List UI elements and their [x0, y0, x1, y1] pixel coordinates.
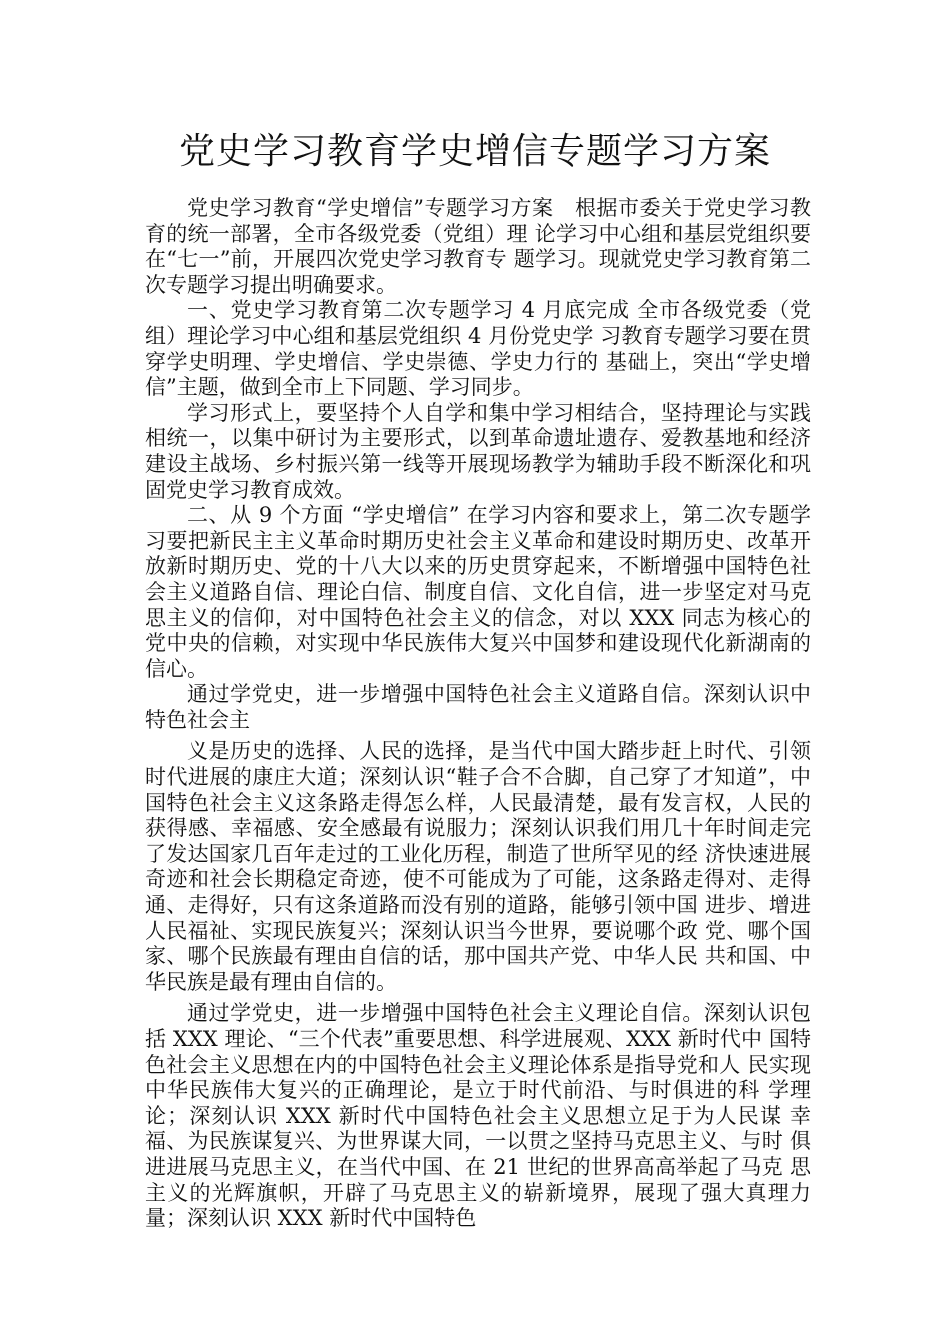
paragraph-section-two: 二、从 9 个方面 “学史增信” 在学习内容和要求上，第二次专题学习要把新民主主义革命时期历史社会主义革命和建设时期历史、改革开放新时期历史、党的十八大以来的历史贯穿起来，不断增强中国特色社会主义道路自信、理论白信、制度自信、文化自信，进一步坚定对马克思主义的信仰，对中国特色社会主义的信念，对以 XXX 同志为核心的党中央的信赖，对实现中华民族伟大复兴中国梦和建设现代化新湖南的信心。	[145, 503, 811, 681]
paragraph-section-one: 一、党史学习教育第二次专题学习 4 月底完成 全市各级党委（党组）理论学习中心组和基层党组织 4 月份党史学 习教育专题学习要在贯穿学史明理、学史增信、学史崇德、学史力行的 基础上，突出“学史增信”主题，做到全市上下同题、学习同步。	[145, 298, 811, 400]
paragraph-intro: 党史学习教育“学史增信”专题学习方案 根据市委关于党史学习教育的统一部署，全市各级党委（党组）理 论学习中心组和基层党组织要在“七一”前，开展四次党史学习教育专 题学习。现就党史学习教育第二次专题学习提出明确要求。	[145, 196, 811, 297]
paragraph-road-confidence-heading: 通过学党史，进一步增强中国特色社会主义道路自信。深刻认识中特色社会主	[145, 682, 811, 732]
document-title: 党史学习教育学史增信专题学习方案	[178, 131, 771, 172]
paragraph-road-confidence-body: 义是历史的选择、人民的选择，是当代中国大踏步赶上时代、引领时代进展的康庄大道；深刻认识“鞋子合不合脚，自己穿了才知道”，中国特色社会主义这条路走得怎么样，人民最清楚，最有发言权，人民的获得感、幸福感、安全感最有说服力；深刻认识我们用几十年时间走完了发达国家几百年走过的工业化历程，制造了世所罕见的经 济快速进展奇迹和社会长期稳定奇迹，使不可能成为了可能，这条路走得对、走得通、走得好，只有这条道路而没有别的道路，能够引领中国 进步、增进人民福祉、实现民族复兴；深刻认识当今世界，要说哪个政 党、哪个国家、哪个民族最有理由自信的话，那中国共产党、中华人民 共和国、中华民族是最有理由自信的。	[145, 739, 811, 994]
paragraph-theory-confidence: 通过学党史，进一步增强中国特色社会主义理论自信。深刻认识包括 XXX 理论、“三个代表”重要思想、科学进展观、XXX 新时代中 国特色社会主义思想在内的中国特色社会主义理论体系是指导党和人 民实现中华民族伟大复兴的正确理论，是立于时代前沿、与时俱进的科 学理论；深刻认识 XXX 新时代中国特色社会主义思想立足于为人民谋 幸福、为民族谋复兴、为世界谋大同，一以贯之坚持马克思主义、与时 俱进进展马克思主义，在当代中国、在 21 世纪的世界高高举起了马克 思主义的光辉旗帜，开辟了马克思主义的崭新境界，展现了强大真理力 量；深刻认识 XXX 新时代中国特色	[145, 1001, 811, 1231]
paragraph-learning-form: 学习形式上，要坚持个人自学和集中学习相结合，坚持理论与实践相统一，以集中研讨为主要形式，以到革命遗址遗存、爱教基地和经济建设主战场、乡村振兴第一线等开展现场教学为辅助手段不断深化和巩固党史学习教育成效。	[145, 400, 811, 502]
document-body	[145, 196, 811, 1232]
